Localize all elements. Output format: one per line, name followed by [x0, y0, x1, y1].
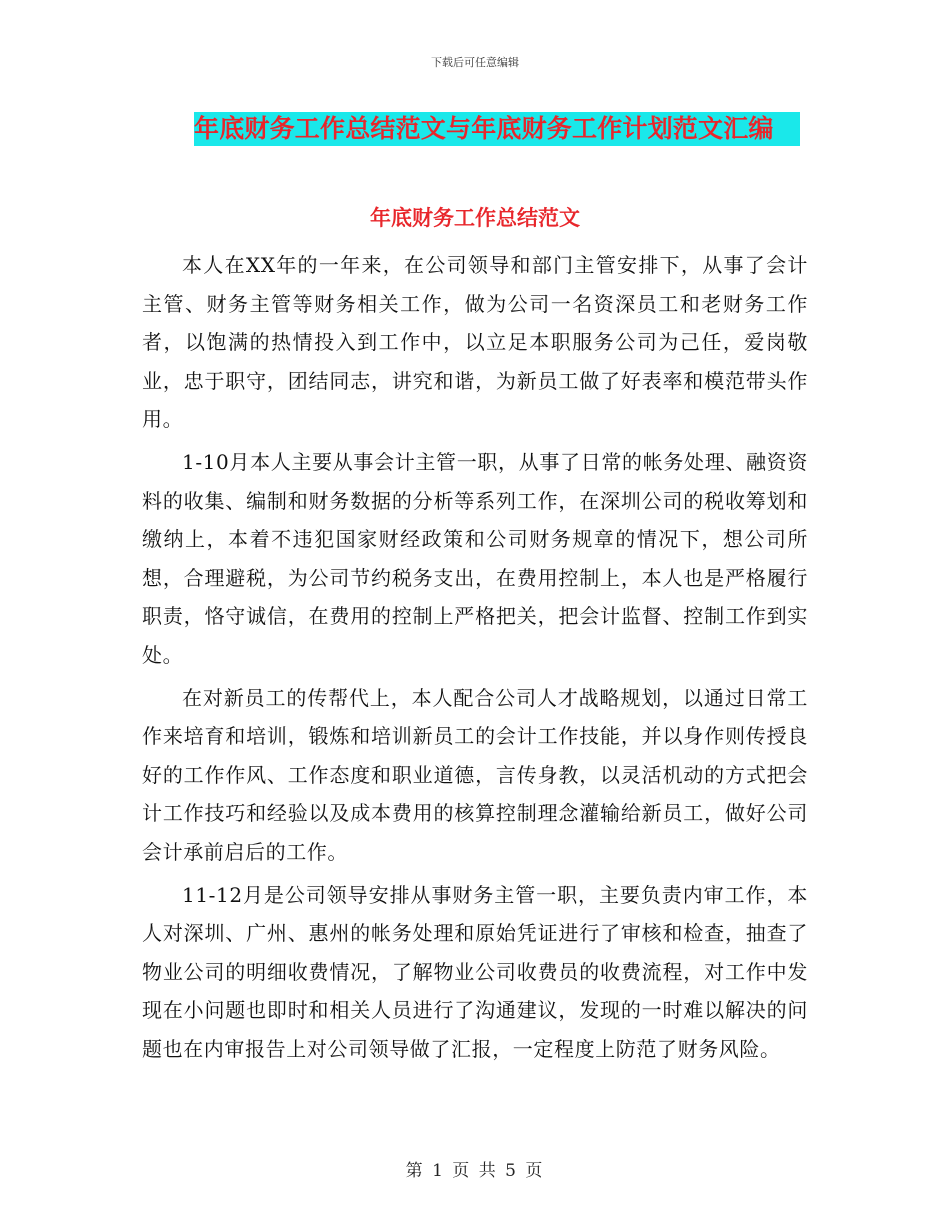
paragraph-4: 11-12月是公司领导安排从事财务主管一职，主要负责内审工作，本人对深圳、广州、惠州的帐务处理和原始凭证进行了审核和检查，抽查了物业公司的明细收费情况，了解物业公司收费员的收费流程，对工作中发现在小问题也即时和相关人员进行了沟通建议，发现的一时难以解决的问题也在内审报告上对公司领导做了汇报，一定程度上防范了财务风险。 — [142, 882, 808, 1061]
paragraph-1: 本人在XX年的一年来，在公司领导和部门主管安排下，从事了会计主管、财务主管等财务相关工作，做为公司一名资深员工和老财务工作者，以饱满的热情投入到工作中，以立足本职服务公司为己任，爱岗敬业，忠于职守，团结同志，讲究和谐，为新员工做了好表率和模范带头作用。 — [142, 253, 808, 432]
paragraph-3: 在对新员工的传帮代上，本人配合公司人才战略规划，以通过日常工作来培育和培训，锻炼和培训新员工的会计工作技能，并以身作则传授良好的工作作风、工作态度和职业道德，言传身教，以灵活机动的方式把会计工作技巧和经验以及成本费用的核算控制理念灌输给新员工，做好公司会计承前启后的工作。 — [142, 685, 808, 864]
main-title-highlight — [194, 112, 800, 146]
section-title: 年底财务工作总结范文 — [370, 206, 580, 230]
main-title: 年底财务工作总结范文与年底财务工作计划范文汇编 — [194, 112, 800, 146]
paragraph-2: 1-10月本人主要从事会计主管一职，从事了日常的帐务处理、融资资料的收集、编制和财务数据的分析等系列工作，在深圳公司的税收筹划和缴纳上，本着不违犯国家财经政策和公司财务规章的情况下，想公司所想，合理避税，为公司节约税务支出，在费用控制上，本人也是严格履行职责，恪守诚信，在费用的控制上严格把关，把会计监督、控制工作到实处。 — [142, 449, 808, 667]
page-indicator: 第 1 页 共 5 页 — [405, 1161, 545, 1181]
header-note: 下载后可任意编辑 — [431, 56, 519, 69]
body-text — [142, 246, 808, 1072]
